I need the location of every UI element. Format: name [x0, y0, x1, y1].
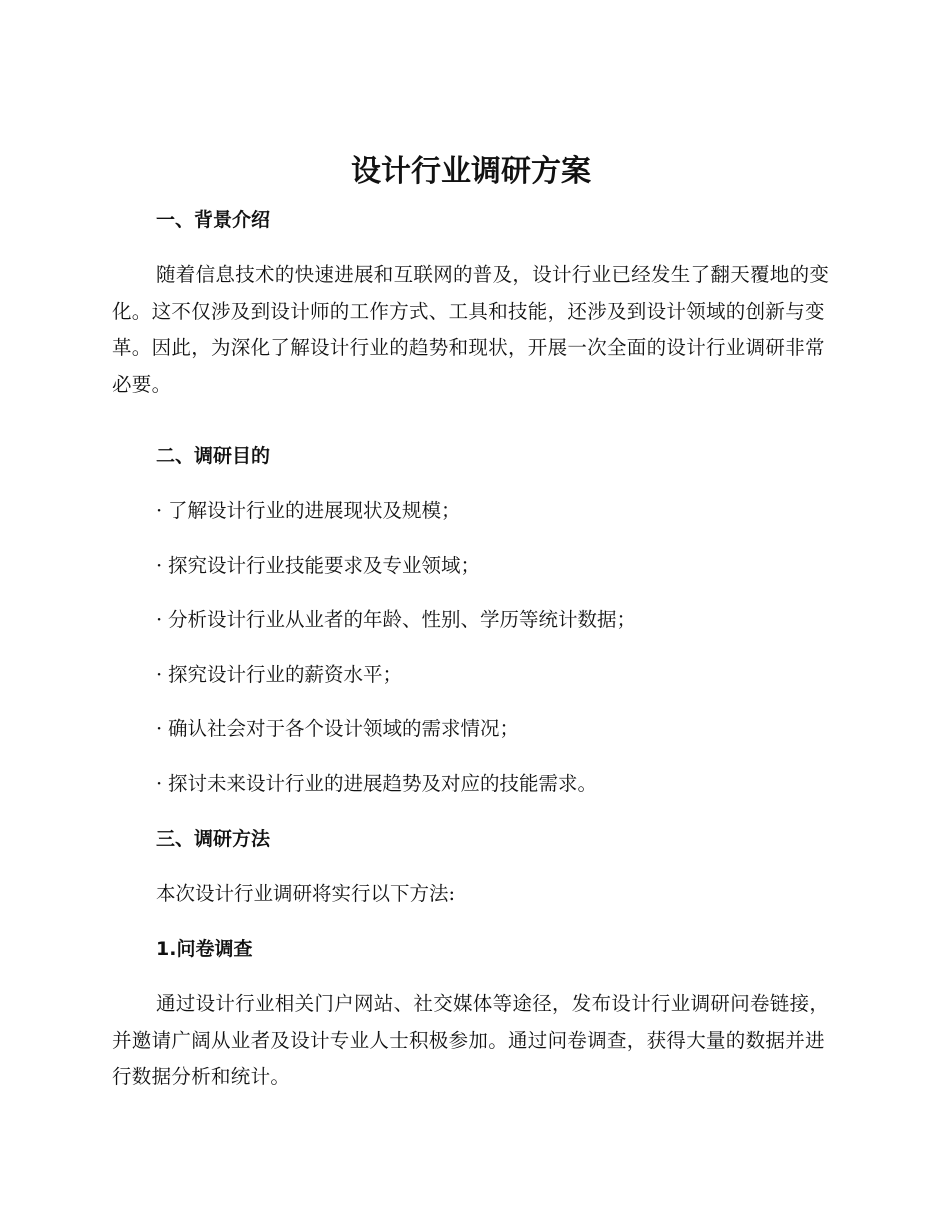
bullet-dot-icon: · — [156, 554, 163, 577]
questionnaire-paragraph: 通过设计行业相关门户网站、社交媒体等途径，发布设计行业调研问卷链接，并邀请广阔从业者及设计专业人士积极参加。通过问卷调查，获得大量的数据并进行数据分析和统计。 — [112, 992, 830, 1088]
purpose-bullet-item: · 探究设计行业的薪资水平； — [156, 660, 402, 690]
bullet-dot-icon: · — [156, 499, 163, 522]
methods-intro: 本次设计行业调研将实行以下方法: — [156, 882, 456, 905]
purpose-bullet-item: · 确认社会对于各个设计领域的需求情况； — [156, 714, 519, 744]
bullet-dot-icon: · — [156, 608, 163, 631]
purpose-bullet-item: · 探究设计行业技能要求及专业领域； — [156, 551, 480, 581]
bullet-dot-icon: · — [156, 663, 163, 686]
purpose-bullet-item: · 了解设计行业的进展现状及规模； — [156, 496, 461, 526]
purpose-bullet-item: · 探讨未来设计行业的进展趋势及对应的技能需求。 — [156, 769, 597, 799]
background-paragraph: 随着信息技术的快速进展和互联网的普及，设计行业已经发生了翻天覆地的变化。这不仅涉及到设计师的工作方式、工具和技能，还涉及到设计领域的创新与变革。因此，为深化了解设计行业的趋势和现状，开展一次全面的设计行业调研非常必要。 — [112, 263, 830, 396]
bullet-dot-icon: · — [156, 772, 163, 795]
purpose-bullet-item: · 分析设计行业从业者的年龄、性别、学历等统计数据； — [156, 605, 636, 635]
section-heading-purpose: 二、调研目的 — [156, 445, 271, 467]
bullet-dot-icon: · — [156, 717, 163, 740]
section-heading-background: 一、背景介绍 — [156, 209, 271, 231]
subsection-heading-questionnaire: 1.问卷调查 — [156, 938, 253, 960]
section-heading-methods: 三、调研方法 — [156, 828, 271, 850]
document-title: 设计行业调研方案 — [351, 154, 591, 189]
